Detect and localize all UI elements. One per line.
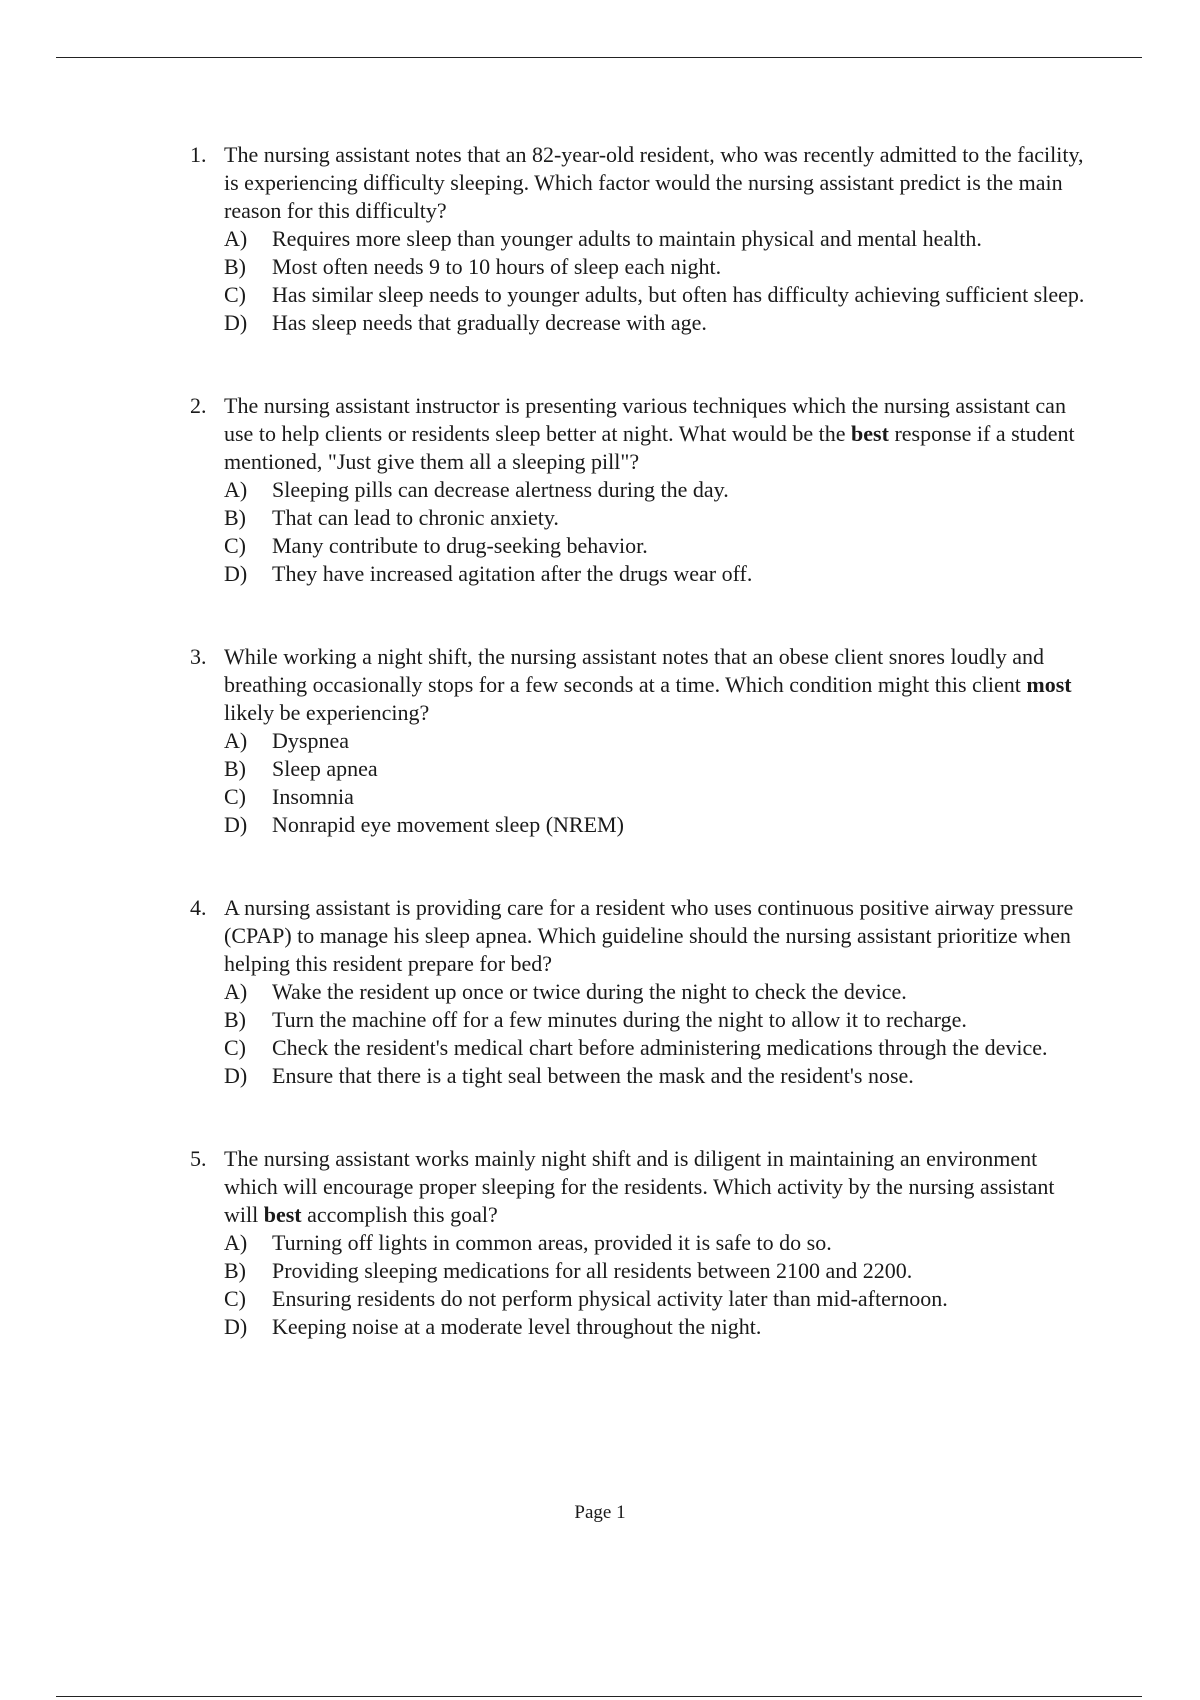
option-text: Insomnia xyxy=(272,784,354,809)
answer-option xyxy=(224,476,1090,504)
option-text: Check the resident's medical chart before administering medications through the device. xyxy=(272,1035,1048,1060)
answer-option xyxy=(224,1062,1090,1090)
option-letter: C) xyxy=(224,282,246,307)
option-letter: D) xyxy=(224,1063,248,1088)
question-5 xyxy=(190,1145,1090,1341)
question-number: 3. xyxy=(190,644,207,669)
answer-option xyxy=(224,560,1090,588)
question-stem xyxy=(224,1145,1090,1229)
stem-emphasis: best xyxy=(851,421,889,446)
stem-text: A nursing assistant is providing care for a resident who uses continuous positive airway pressure (CPAP) to manage his sleep apnea. Which guideline should the nursing assistant prioritize when helping this resident prepare for bed? xyxy=(224,895,1074,976)
option-text: Has similar sleep needs to younger adults, but often has difficulty achieving sufficient sleep. xyxy=(272,282,1085,307)
question-1 xyxy=(190,141,1090,337)
question-stem xyxy=(224,894,1090,978)
answer-option xyxy=(224,1257,1090,1285)
answer-option xyxy=(224,1006,1090,1034)
answer-option xyxy=(224,1313,1090,1341)
question-number: 4. xyxy=(190,895,207,920)
option-letter: B) xyxy=(224,254,246,279)
option-letter: A) xyxy=(224,1230,248,1255)
question-number: 5. xyxy=(190,1146,207,1171)
option-text: Many contribute to drug-seeking behavior. xyxy=(272,533,648,558)
option-text: They have increased agitation after the drugs wear off. xyxy=(272,561,753,586)
option-text: Requires more sleep than younger adults to maintain physical and mental health. xyxy=(272,226,982,251)
option-letter: A) xyxy=(224,477,248,502)
answer-option xyxy=(224,755,1090,783)
option-text: Providing sleeping medications for all residents between 2100 and 2200. xyxy=(272,1258,913,1283)
question-stem xyxy=(224,141,1090,225)
question-stem xyxy=(224,643,1090,727)
answer-option xyxy=(224,783,1090,811)
stem-text: The nursing assistant notes that an 82-year-old resident, who was recently admitted to the facility, is experiencing difficulty sleeping. Which factor would the nursing assistant predict is the main reason for this difficulty? xyxy=(224,142,1084,223)
option-letter: A) xyxy=(224,979,248,1004)
option-letter: A) xyxy=(224,728,248,753)
answer-option xyxy=(224,978,1090,1006)
stem-text: likely be experiencing? xyxy=(224,700,430,725)
option-text: Has sleep needs that gradually decrease with age. xyxy=(272,310,707,335)
option-letter: D) xyxy=(224,1314,248,1339)
option-text: That can lead to chronic anxiety. xyxy=(272,505,559,530)
option-text: Nonrapid eye movement sleep (NREM) xyxy=(272,812,624,837)
page-footer: Page 1 xyxy=(574,1502,626,1523)
question-number: 2. xyxy=(190,393,207,418)
answer-option xyxy=(224,727,1090,755)
question-list xyxy=(190,141,1090,1341)
option-text: Keeping noise at a moderate level throughout the night. xyxy=(272,1314,762,1339)
answer-options xyxy=(224,1229,1090,1341)
option-letter: A) xyxy=(224,226,248,251)
question-3 xyxy=(190,643,1090,839)
stem-text: accomplish this goal? xyxy=(301,1202,498,1227)
option-letter: B) xyxy=(224,1258,246,1283)
answer-option xyxy=(224,309,1090,337)
option-letter: C) xyxy=(224,1286,246,1311)
answer-option xyxy=(224,811,1090,839)
option-letter: B) xyxy=(224,756,246,781)
stem-text: The nursing assistant works mainly night shift and is diligent in maintaining an environment which will encourage proper sleeping for the residents. Which activity by the nursing assistant will xyxy=(224,1146,1055,1227)
answer-option xyxy=(224,1034,1090,1062)
answer-option xyxy=(224,253,1090,281)
stem-text: The nursing assistant instructor is presenting various techniques which the nursing assistant can use to help clients or residents sleep better at night. What would be the xyxy=(224,393,1066,446)
option-text: Sleep apnea xyxy=(272,756,378,781)
question-4 xyxy=(190,894,1090,1090)
option-letter: C) xyxy=(224,1035,246,1060)
option-text: Turning off lights in common areas, provided it is safe to do so. xyxy=(272,1230,832,1255)
option-text: Sleeping pills can decrease alertness during the day. xyxy=(272,477,729,502)
option-text: Wake the resident up once or twice during the night to check the device. xyxy=(272,979,907,1004)
question-2 xyxy=(190,392,1090,588)
question-stem xyxy=(224,392,1090,476)
answer-option xyxy=(224,504,1090,532)
option-letter: D) xyxy=(224,310,248,335)
option-text: Ensure that there is a tight seal between the mask and the resident's nose. xyxy=(272,1063,914,1088)
option-letter: B) xyxy=(224,505,246,530)
answer-option xyxy=(224,1285,1090,1313)
option-text: Turn the machine off for a few minutes during the night to allow it to recharge. xyxy=(272,1007,967,1032)
answer-option xyxy=(224,1229,1090,1257)
question-number: 1. xyxy=(190,142,207,167)
stem-emphasis: best xyxy=(263,1202,302,1227)
option-letter: C) xyxy=(224,784,246,809)
option-letter: B) xyxy=(224,1007,246,1032)
bottom-rule xyxy=(56,1696,1142,1697)
answer-option xyxy=(224,532,1090,560)
option-letter: D) xyxy=(224,812,248,837)
answer-options xyxy=(224,978,1090,1090)
option-letter: C) xyxy=(224,533,246,558)
answer-options xyxy=(224,727,1090,839)
answer-option xyxy=(224,281,1090,309)
option-text: Ensuring residents do not perform physical activity later than mid-afternoon. xyxy=(272,1286,948,1311)
answer-option xyxy=(224,225,1090,253)
option-letter: D) xyxy=(224,561,248,586)
answer-options xyxy=(224,225,1090,337)
option-text: Dyspnea xyxy=(272,728,349,753)
top-rule xyxy=(56,57,1142,58)
stem-emphasis: most xyxy=(1026,672,1072,697)
stem-text: While working a night shift, the nursing assistant notes that an obese client snores loudly and breathing occasionally stops for a few seconds at a time. Which condition might this client xyxy=(224,644,1044,697)
option-text: Most often needs 9 to 10 hours of sleep each night. xyxy=(272,254,722,279)
stem-text: response if a student mentioned, "Just give them all a sleeping pill"? xyxy=(224,421,1075,474)
answer-options xyxy=(224,476,1090,588)
